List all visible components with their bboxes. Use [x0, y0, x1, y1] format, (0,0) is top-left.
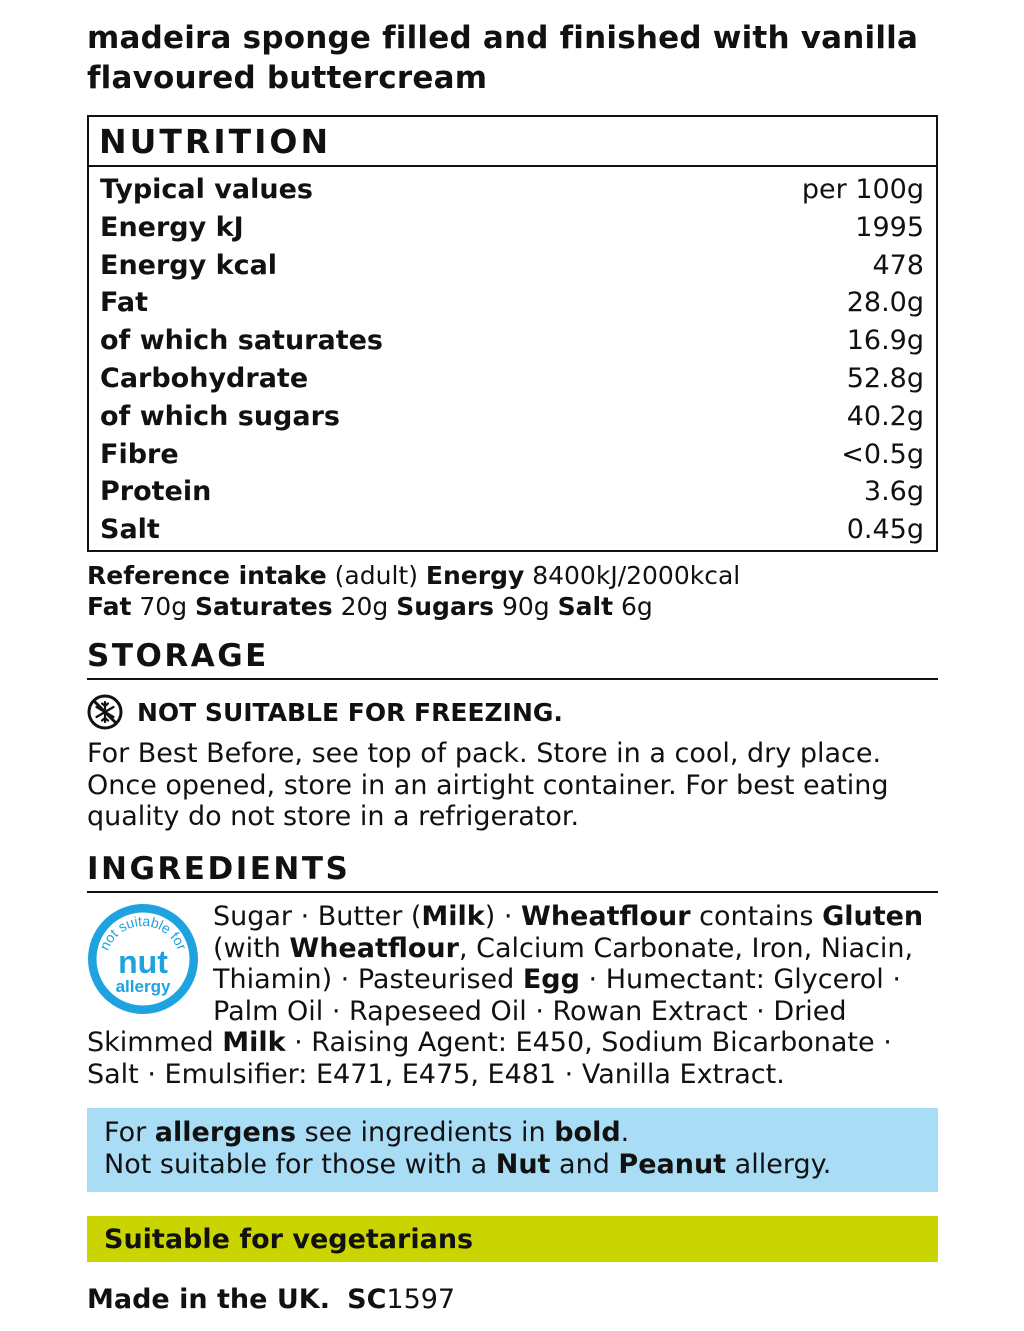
ri-label: Reference intake: [87, 561, 327, 590]
ri-salt-label: Salt: [557, 592, 614, 621]
ingredient-part: Sugar · Butter (: [213, 901, 422, 932]
code-number: 1597: [386, 1284, 456, 1315]
nutrition-label: Protein: [100, 476, 212, 508]
reference-line-1: [87, 560, 740, 591]
nutrition-value: 3.6g: [863, 476, 924, 508]
nutrition-label: Fat: [100, 287, 148, 319]
reference-intake: [87, 560, 740, 622]
ingredient-allergen: Milk: [222, 1027, 286, 1058]
nutrition-label: of which sugars: [100, 400, 340, 432]
ri-sugars-label: Sugars: [396, 592, 495, 621]
nutrition-value: 16.9g: [846, 325, 924, 357]
ri-fat-value: 70g: [139, 592, 188, 621]
nutrition-row: [89, 209, 936, 247]
nutrition-label: Fibre: [100, 438, 179, 470]
nutrition-value: per 100g: [801, 174, 924, 205]
reference-line-2: [87, 591, 740, 622]
code-prefix: SC: [347, 1284, 387, 1315]
ingredient-part: (with: [213, 932, 290, 964]
nutrition-label: Energy kJ: [100, 211, 244, 243]
vegetarian-banner: Suitable for vegetarians: [87, 1216, 938, 1262]
storage-text: For Best Before, see top of pack. Store in a cool, dry place. Once opened, store in an airtight container. For best eating quality do not store in a refrigerator.: [87, 738, 889, 832]
nutrition-row: [89, 473, 936, 511]
ingredient-part: contains: [690, 901, 823, 932]
made-in-text: Made in the UK.: [87, 1284, 330, 1315]
nutrition-value: 28.0g: [846, 287, 924, 319]
ri-salt-value: 6g: [620, 592, 653, 621]
ri-sugars-value: 90g: [501, 592, 550, 621]
ingredients-heading: INGREDIENTS: [87, 849, 938, 893]
ingredient-part: ) ·: [484, 901, 522, 932]
nutrition-label: Energy kcal: [100, 249, 278, 281]
no-freeze-icon: [87, 694, 123, 730]
ingredient-allergen: Wheatflour: [289, 932, 459, 964]
badge-main-text: nut: [118, 944, 168, 980]
ri-energy-label: Energy: [425, 561, 525, 590]
nutrition-label: Typical values: [100, 174, 313, 205]
ri-fat-label: Fat: [87, 592, 132, 621]
nutrition-value: 40.2g: [846, 400, 924, 432]
ingredients-text: [87, 901, 938, 1090]
nutrition-heading: NUTRITION: [89, 117, 936, 167]
nutrition-label: Salt: [100, 514, 160, 546]
product-title: madeira sponge filled and finished with vanilla flavoured buttercream: [87, 20, 919, 96]
nutrition-value: 1995: [855, 211, 924, 243]
nutrition-row: [89, 436, 936, 474]
ingredient-part: · Raising Agent: E450, Sodium Bicarbonate · Salt · Emulsifier: E471, E475, E481 · Vanilla Extract.: [87, 1027, 892, 1090]
origin-line: [87, 1284, 455, 1316]
freeze-warning: [87, 694, 563, 730]
badge-bottom-text: allergy: [115, 977, 171, 996]
nutrition-row: [89, 360, 936, 398]
nut-allergy-badge: [87, 903, 199, 1015]
ingredient-allergen: Wheatflour: [521, 901, 691, 932]
nutrition-rows: [89, 167, 936, 549]
nutrition-row: [89, 511, 936, 549]
ri-adult: (adult): [334, 561, 418, 590]
freeze-warning-text: NOT SUITABLE FOR FREEZING.: [137, 697, 563, 727]
nutrition-row: [89, 322, 936, 360]
nutrition-table: [87, 115, 938, 552]
nutrition-row: [89, 284, 936, 322]
nutrition-value: 0.45g: [846, 514, 924, 546]
nutrition-label: of which saturates: [100, 325, 383, 357]
ingredient-allergen: Egg: [522, 964, 580, 995]
nutrition-row: [89, 398, 936, 436]
ri-energy-value: 8400kJ/2000kcal: [532, 561, 741, 590]
ri-sat-value: 20g: [340, 592, 389, 621]
ingredient-allergen: Gluten: [822, 901, 924, 932]
allergen-advice-box: [87, 1108, 938, 1192]
nutrition-label: Carbohydrate: [100, 362, 309, 394]
storage-heading: STORAGE: [87, 636, 938, 680]
nutrition-value: 52.8g: [846, 362, 924, 394]
allergen-line-2: Not suitable for those with a Nut and Peanut allergy.: [104, 1148, 832, 1180]
nutrition-value: 478: [872, 249, 924, 281]
ingredient-allergen: Milk: [421, 901, 485, 932]
ri-sat-label: Saturates: [195, 592, 333, 621]
badge-top-text: not suitable for: [95, 912, 191, 953]
allergen-line-1: For allergens see ingredients in bold.: [104, 1117, 630, 1148]
nutrition-row: [89, 247, 936, 285]
ingredient-part: · Humectant: Glycerol · Palm Oil · Rapeseed Oil · Rowan Extract · Dried Skimmed: [87, 964, 901, 1058]
ingredient-part: , Calcium Carbonate, Iron, Niacin, Thiamin) · Pasteurised: [213, 932, 914, 995]
nutrition-row: [89, 171, 936, 209]
nutrition-value: <0.5g: [841, 438, 924, 470]
